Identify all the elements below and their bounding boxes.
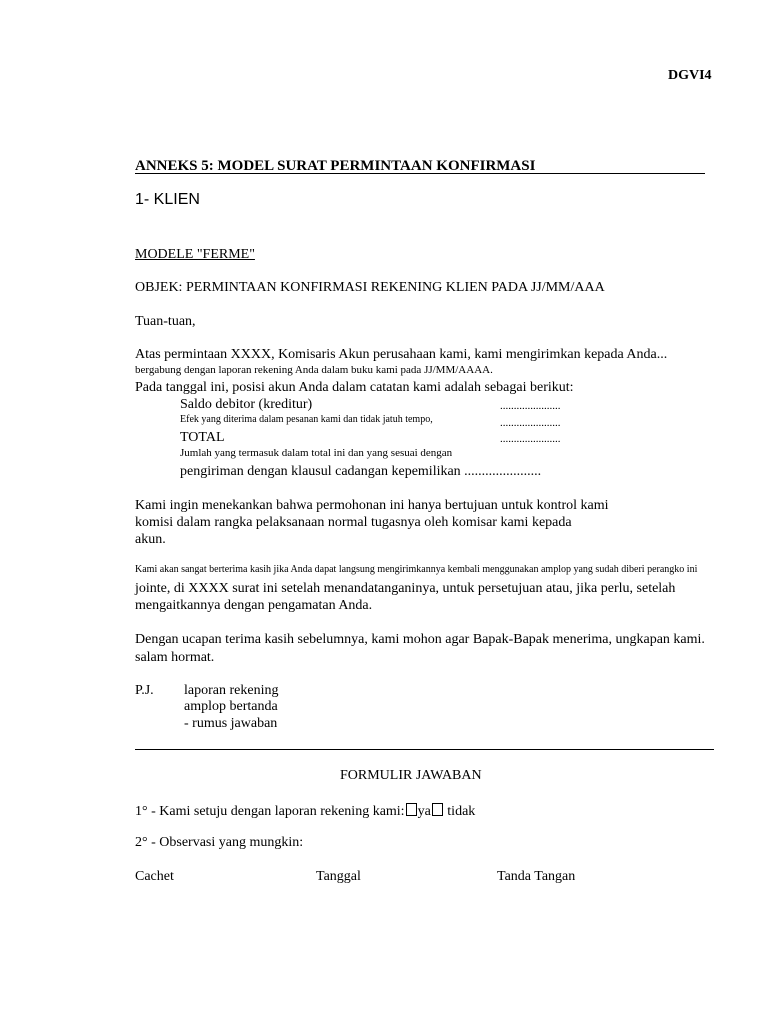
item-pengiriman: pengiriman dengan klausul cadangan kepemilikan ......................: [180, 464, 542, 479]
item-jumlah: Jumlah yang termasuk dalam total ini dan yang sesuai dengan: [180, 447, 453, 459]
form-tanggal: Tanggal: [316, 869, 361, 884]
para4-line2: salam hormat.: [135, 650, 215, 665]
form-divider: [135, 749, 714, 750]
item-efek-dots: ......................: [500, 417, 561, 429]
form-q1-yes-label: ya: [417, 804, 431, 819]
attachment-item-2: amplop bertanda: [184, 699, 278, 714]
attachment-item-3: - rumus jawaban: [184, 716, 278, 731]
item-saldo: Saldo debitor (kreditur): [180, 397, 313, 412]
form-cachet: Cachet: [135, 869, 174, 884]
item-efek: Efek yang diterima dalam pesanan kami dan tidak jatuh tempo,: [180, 414, 433, 425]
item-total: TOTAL: [180, 430, 225, 445]
item-saldo-dots: ......................: [500, 400, 561, 412]
salutation: Tuan-tuan,: [135, 314, 196, 329]
para4-line1: Dengan ucapan terima kasih sebelumnya, kami mohon agar Bapak-Bapak menerima, ungkapan kami.: [135, 632, 705, 647]
attachments-label: P.J.: [135, 683, 154, 698]
form-title: FORMULIR JAWABAN: [340, 768, 482, 783]
form-q2: 2° - Observasi yang mungkin:: [135, 835, 304, 850]
document-title: ANNEKS 5: MODEL SURAT PERMINTAAN KONFIRMASI: [135, 158, 536, 174]
para1-line3: Pada tanggal ini, posisi akun Anda dalam catatan kami adalah sebagai berikut:: [135, 380, 574, 395]
para1-line1: Atas permintaan XXXX, Komisaris Akun perusahaan kami, kami mengirimkan kepada Anda...: [135, 347, 668, 362]
checkbox-yes[interactable]: [406, 803, 417, 816]
form-tanda-tangan: Tanda Tangan: [497, 869, 576, 884]
item-total-dots: ......................: [500, 433, 561, 445]
form-q1: [135, 803, 475, 819]
para3-line1: Kami akan sangat berterima kasih jika Anda dapat langsung mengirimkannya kembali menggunakan amplop yang sudah diberi perangko ini: [135, 564, 698, 575]
para2-line1: Kami ingin menekankan bahwa permohonan ini hanya bertujuan untuk kontrol kami: [135, 498, 609, 513]
section-heading: 1- KLIEN: [135, 191, 200, 208]
para3-line2: jointe, di XXXX surat ini setelah menandatanganinya, untuk persetujuan atau, jika perlu, setelah: [135, 581, 676, 596]
para2-line2: komisi dalam rangka pelaksanaan normal tugasnya oleh komisar kami kepada: [135, 515, 572, 530]
letter-object: OBJEK: PERMINTAAN KONFIRMASI REKENING KLIEN PADA JJ/MM/AAA: [135, 280, 605, 295]
model-label: MODELE "FERME": [135, 247, 255, 262]
document-ref: DGVI4: [668, 68, 712, 83]
para2-line3: akun.: [135, 532, 166, 547]
attachment-item-1: laporan rekening: [184, 683, 279, 698]
checkbox-no[interactable]: [432, 803, 443, 816]
form-q1-no-label: tidak: [447, 804, 476, 819]
form-q1-text: 1° - Kami setuju dengan laporan rekening kami:: [135, 804, 405, 819]
para3-line3: mengaitkannya dengan pengamatan Anda.: [135, 598, 373, 613]
title-underline: [135, 173, 705, 174]
para1-line2: bergabung dengan laporan rekening Anda dalam buku kami pada JJ/MM/AAAA.: [135, 364, 493, 376]
